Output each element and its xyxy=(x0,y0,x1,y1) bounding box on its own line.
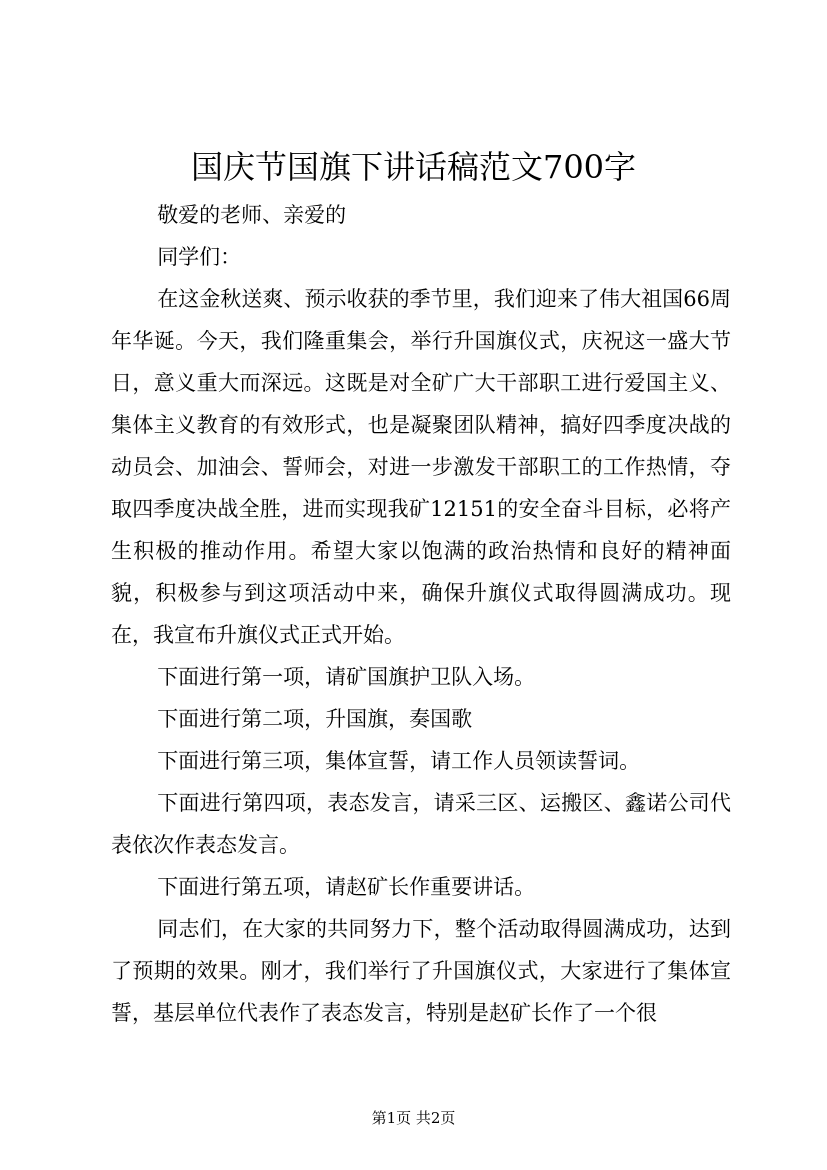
greeting-line-2: 同学们： xyxy=(157,245,242,269)
paragraph: 在这金秋送爽、预示收获的季节里，我们迎来了伟大祖国66周年华诞。今天，我们隆重集会，举行升国旗仪式，庆祝这一盛大节日，意义重大而深远。这既是对全矿广大干部职工进行爱国主义、集体主义教育的有效形式，也是凝聚团队精神，搞好四季度决战的动员会、加油会、誓师会，对进一步激发干部职工的工作热情，夺取四季度决战全胜，进而实现我矿12151的安全奋斗目标，必将产生积极的推动作用。希望大家以饱满的政治热情和良好的精神面貌，积极参与到这项活动中来，确保升旗仪式取得圆满成功。现在，我宣布升旗仪式正式开始。 xyxy=(111,287,731,647)
document-body xyxy=(111,194,731,1034)
paragraph: 下面进行第一项，请矿国旗护卫队入场。 xyxy=(157,665,536,689)
paragraph: 下面进行第二项，升国旗，奏国歌 xyxy=(157,707,473,731)
page-number-footer: 第1页 共2页 xyxy=(371,1109,456,1127)
paragraph: 下面进行第三项，集体宣誓，请工作人员领读誓词。 xyxy=(157,749,641,773)
paragraph: 同志们，在大家的共同努力下，整个活动取得圆满成功，达到了预期的效果。刚才，我们举行了升国旗仪式，大家进行了集体宣誓，基层单位代表作了表态发言，特别是赵矿长作了一个很 xyxy=(111,917,731,1025)
paragraph: 下面进行第四项，表态发言，请采三区、运搬区、鑫诺公司代表依次作表态发言。 xyxy=(111,791,731,857)
document-title: 国庆节国旗下讲话稿范文700字 xyxy=(190,148,637,186)
greeting-line-1: 敬爱的老师、亲爱的 xyxy=(157,203,347,227)
paragraph: 下面进行第五项，请赵矿长作重要讲话。 xyxy=(157,875,536,899)
